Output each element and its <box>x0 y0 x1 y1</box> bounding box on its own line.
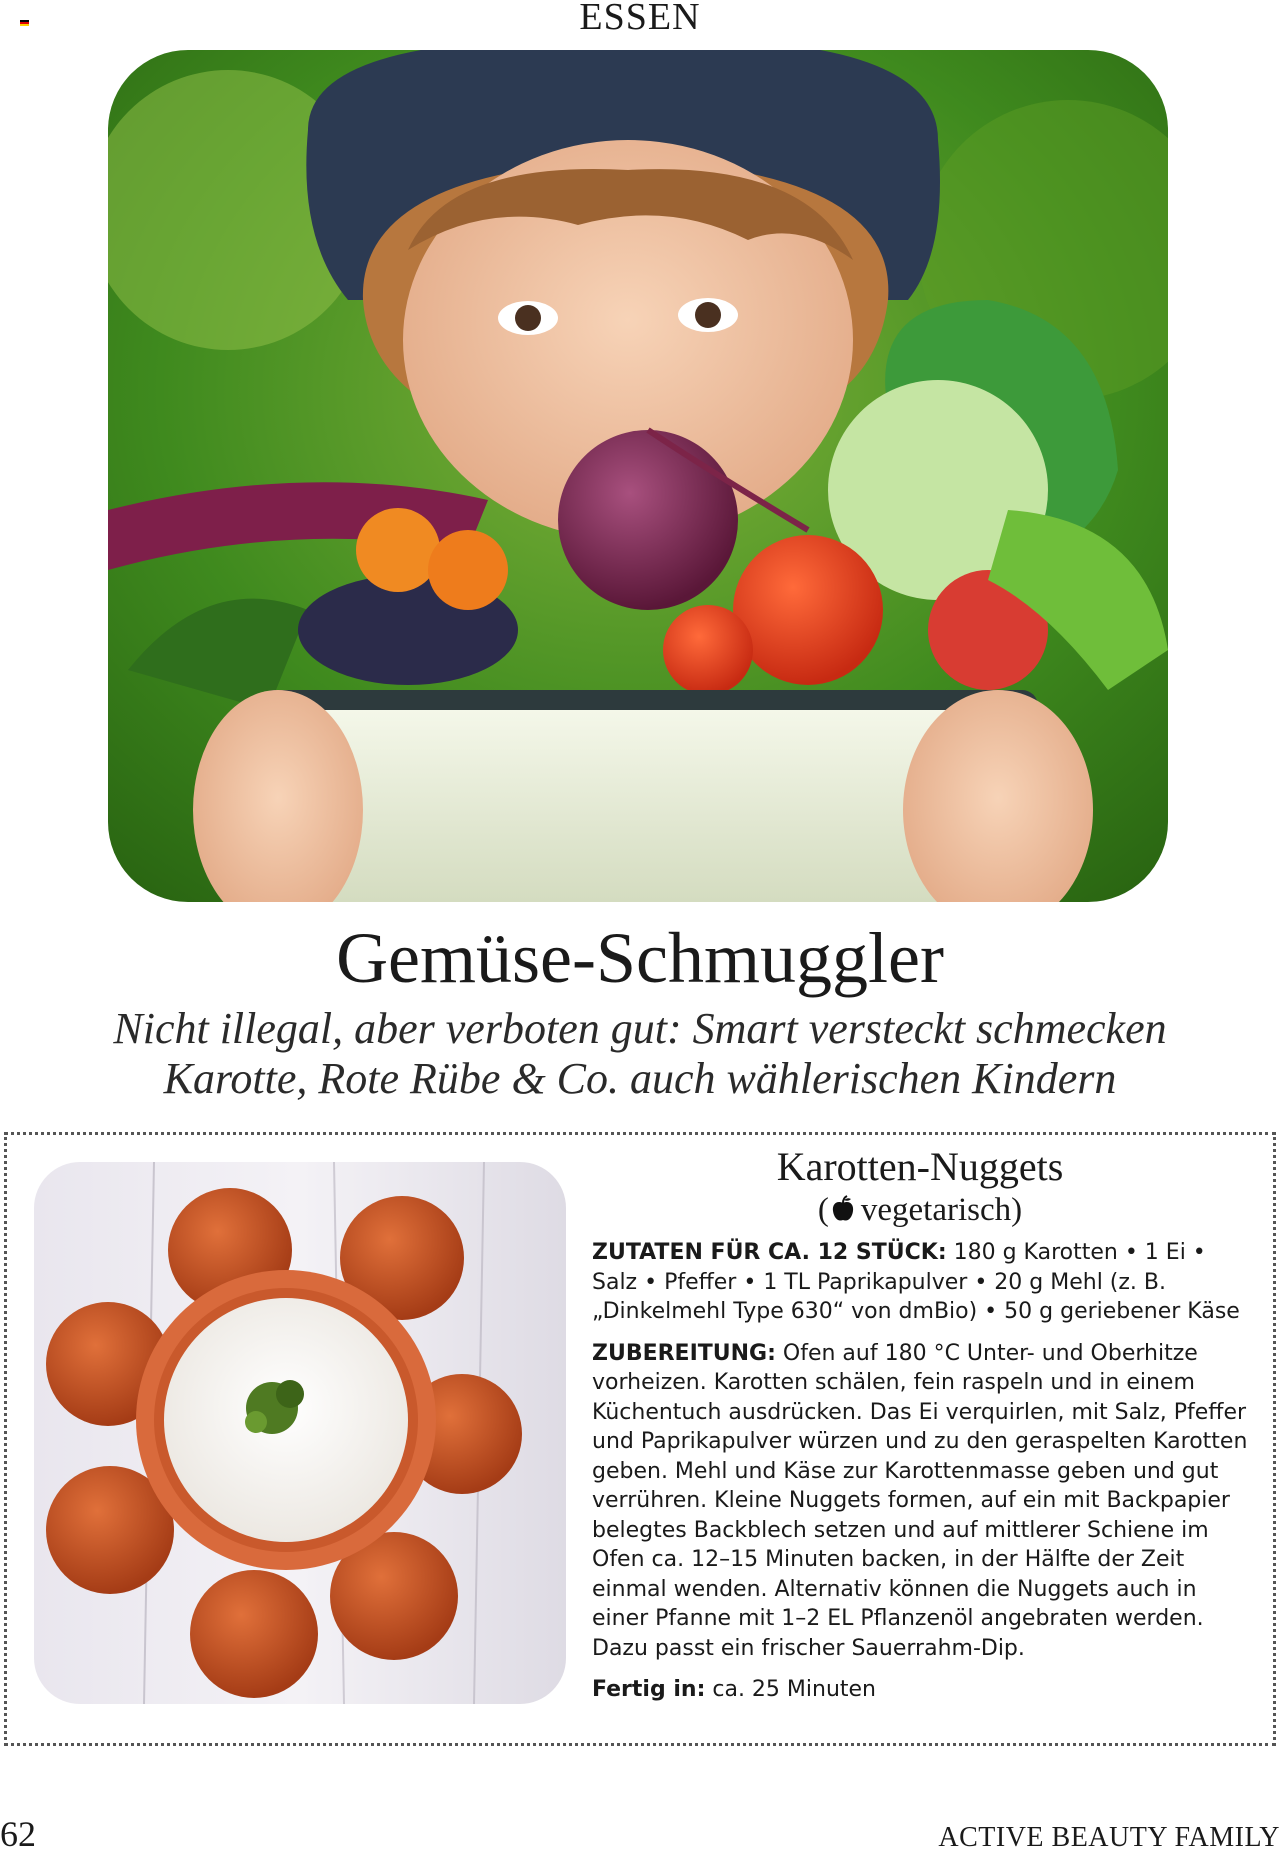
ingredients-text: 180 g Karotten • 1 Ei • Salz • Pfeffer • 1 TL Paprikapulver • 20 g Mehl (z. B. „Dinkelmehl Type 630“ von dmBio) • 50 g geriebener Käse <box>592 1240 1240 1324</box>
recipe-photo-carrot-nuggets <box>34 1162 566 1704</box>
recipe-tag <box>640 1190 1200 1233</box>
article-subtitle-line-2: Karotte, Rote Rübe & Co. auch wählerischen Kindern <box>163 1054 1117 1103</box>
article-subtitle-line-1: Nicht illegal, aber verboten gut: Smart versteckt schmecken <box>113 1004 1167 1053</box>
recipe-body <box>592 1238 1252 1705</box>
recipe-tag-close: ) <box>1011 1192 1023 1228</box>
page-number: 62 <box>0 1814 36 1854</box>
preparation-label: ZUBEREITUNG: <box>592 1340 776 1366</box>
magazine-name: ACTIVE BEAUTY FAMILY <box>938 1822 1280 1853</box>
time-text: ca. 25 Minuten <box>705 1677 877 1702</box>
section-label: ESSEN <box>579 0 701 38</box>
recipe-tag-open: ( <box>817 1192 829 1228</box>
ingredients-label: ZUTATEN FÜR CA. 12 STÜCK: <box>592 1240 947 1265</box>
time-label: Fertig in: <box>592 1677 706 1702</box>
hero-photo-child-with-vegetables <box>108 50 1168 902</box>
apple-icon <box>831 1193 855 1233</box>
article-title: Gemüse-Schmuggler <box>336 918 944 998</box>
recipe-tag-label: vegetarisch <box>860 1192 1012 1228</box>
recipe-title: Karotten-Nuggets <box>776 1144 1064 1189</box>
preparation-text: Ofen auf 180 °C Unter- und Oberhitze vorheizen. Karotten schälen, fein raspeln und in einem Küchentuch ausdrücken. Das Ei verquirlen, mit Salz, Pfeffer und Paprikapulver würzen und zu den geraspelten Karotten geben. Mehl und Käse zur Karottenmasse geben und gut verrühren. Kleine Nuggets formen, auf ein mit Backpapier belegtes Backblech setzen und auf mittlerer Schiene im Ofen ca. 12–15 Minuten backen, in der Hälfte der Zeit einmal wenden. Alternativ können die Nuggets auch in einer Pfanne mit 1–2 EL Pflanzenöl angebraten werden. Dazu passt ein frischer Sauerrahm-Dip. <box>592 1340 1248 1661</box>
ingredients-paragraph <box>592 1238 1252 1327</box>
preparation-paragraph <box>592 1339 1252 1664</box>
time-paragraph <box>592 1675 1252 1705</box>
